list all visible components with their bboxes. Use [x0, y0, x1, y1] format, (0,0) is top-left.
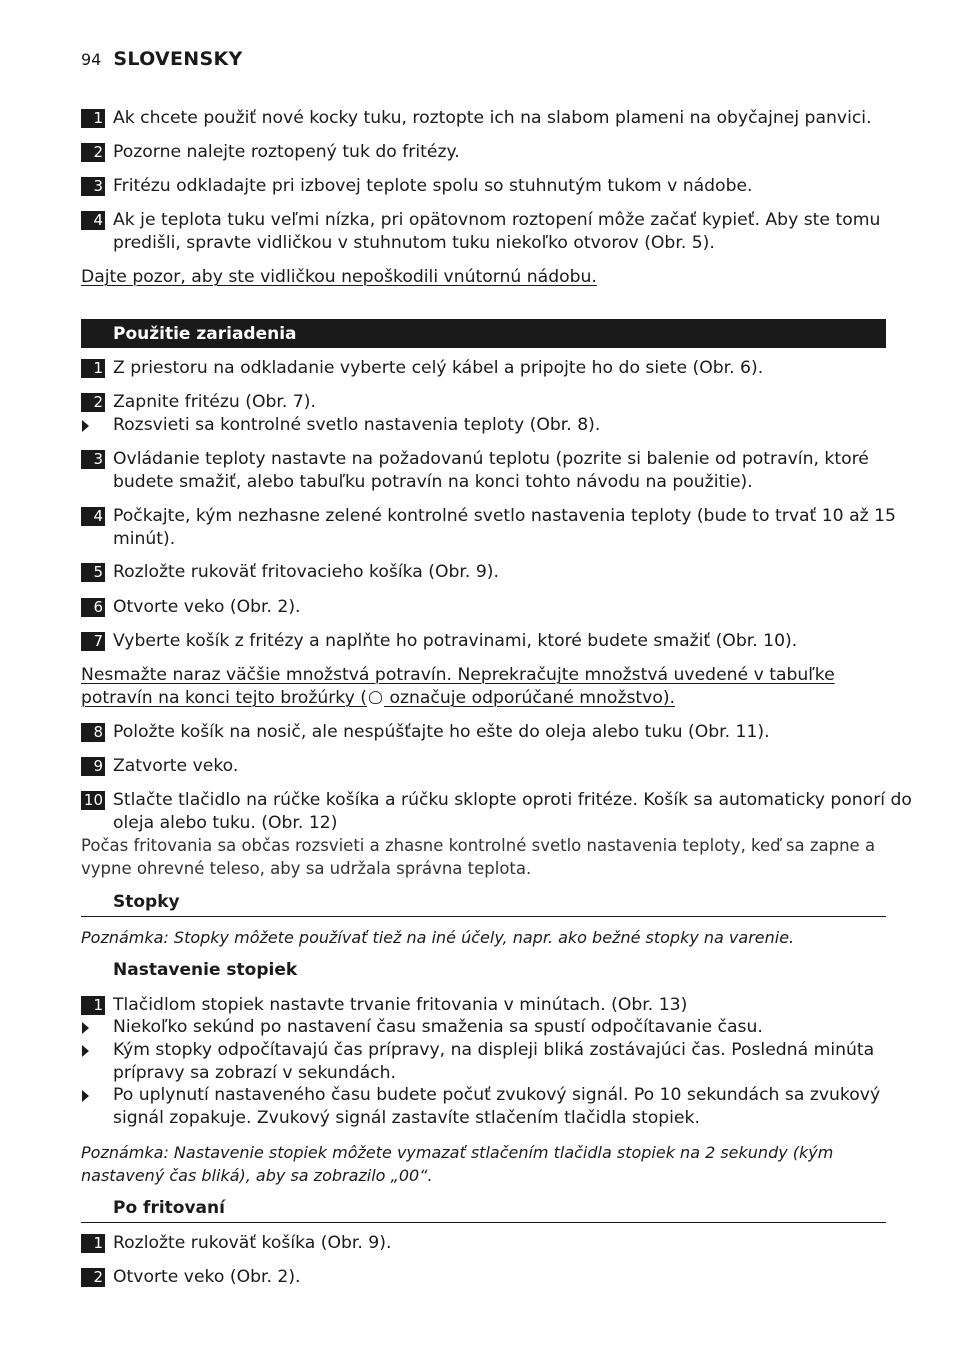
- step-number: 5: [81, 563, 105, 582]
- step-text: Ak je teplota tuku veľmi nízka, pri opätovnom roztopení môže začať kypieť. Aby ste tomu predišli, spravte vidličkou v stuhnutom tuku niekoľko otvorov (Obr. 5).: [113, 210, 881, 253]
- step-item: [81, 994, 918, 1017]
- step-item: [81, 1232, 918, 1255]
- bullet-item: [81, 1039, 918, 1085]
- warning-text-part: označuje odporúčané množstvo).: [383, 688, 676, 708]
- step-text: Rozložte rukoväť košíka (Obr. 9).: [113, 1233, 392, 1253]
- step-item: [81, 505, 918, 551]
- step-number: 2: [81, 393, 105, 412]
- step-item: [81, 1266, 918, 1289]
- bullet-arrow-icon: [82, 1045, 89, 1057]
- bullet-item: [81, 414, 918, 437]
- note-text: Poznámka: Nastavenie stopiek môžete vymazať stlačením tlačidla stopiek na 2 sekundy (kým nastavený čas bliká), aby sa zobrazilo „00“.: [81, 1143, 834, 1185]
- warning-text: Dajte pozor, aby ste vidličkou nepoškodili vnútornú nádobu.: [81, 267, 597, 287]
- step-text: Položte košík na nosič, ale nespúšťajte ho ešte do oleja alebo tuku (Obr. 11).: [113, 722, 770, 742]
- step-number: 7: [81, 632, 105, 651]
- step-item: [81, 209, 918, 255]
- page-number: 94: [81, 50, 102, 69]
- section-heading: Po fritovaní: [81, 1197, 886, 1223]
- step-item: [81, 630, 918, 653]
- bullet-arrow-icon: [82, 420, 89, 432]
- step-number: 6: [81, 598, 105, 617]
- step-text: Rozložte rukoväť fritovacieho košíka (Obr. 9).: [113, 562, 499, 582]
- step-item: [81, 596, 918, 619]
- section-title: Použitie zariadenia: [113, 324, 297, 344]
- step-number: 1: [81, 109, 105, 128]
- step-number: 4: [81, 211, 105, 230]
- step-item: [81, 175, 918, 198]
- bullet-text: Rozsvieti sa kontrolné svetlo nastavenia teploty (Obr. 8).: [113, 415, 601, 435]
- bullet-text: Kým stopky odpočítavajú čas prípravy, na displeji bliká zostávajúci čas. Posledná minúta prípravy sa zobrazí v sekundách.: [113, 1040, 875, 1083]
- step-text: Otvorte veko (Obr. 2).: [113, 597, 301, 617]
- info-text: Počas fritovania sa občas rozsvieti a zhasne kontrolné svetlo nastavenia teploty, keď sa zapne a vypne ohrevné teleso, aby sa udržala správna teplota.: [81, 836, 876, 878]
- step-number: 1: [81, 1234, 105, 1253]
- step-number: 10: [81, 791, 105, 810]
- step-item: [81, 789, 918, 835]
- language-label: SLOVENSKY: [113, 48, 243, 70]
- step-text: Zatvorte veko.: [113, 756, 239, 776]
- section-heading: Stopky: [81, 891, 886, 917]
- recommended-amount-icon: [369, 691, 382, 704]
- step-number: 2: [81, 143, 105, 162]
- bullet-arrow-icon: [82, 1090, 89, 1102]
- subsection-heading: Nastavenie stopiek: [113, 960, 298, 980]
- step-text: Vyberte košík z fritézy a naplňte ho potravinami, ktoré budete smažiť (Obr. 10).: [113, 631, 798, 651]
- step-number: 8: [81, 723, 105, 742]
- step-text: Stlačte tlačidlo na rúčke košíka a rúčku sklopte oproti fritéze. Košík sa automaticky ponorí do oleja alebo tuku. (Obr. 12): [113, 790, 912, 833]
- bullet-text: Niekoľko sekúnd po nastavení času smaženia sa spustí odpočítavanie času.: [113, 1017, 763, 1037]
- step-item: [81, 107, 918, 130]
- step-number: 1: [81, 996, 105, 1015]
- step-number: 9: [81, 757, 105, 776]
- step-number: 3: [81, 450, 105, 469]
- step-item: [81, 721, 918, 744]
- section-title-bar: [81, 319, 886, 348]
- bullet-item: [81, 1016, 918, 1039]
- note-text: Poznámka: Stopky môžete používať tiež na iné účely, napr. ako bežné stopky na varenie.: [81, 928, 795, 947]
- step-item: [81, 141, 918, 164]
- step-text: Otvorte veko (Obr. 2).: [113, 1267, 301, 1287]
- step-text: Ovládanie teploty nastavte na požadovanú teplotu (pozrite si balenie od potravín, ktoré budete smažiť, alebo tabuľku potravín na konci tohto návodu na použitie).: [113, 449, 869, 492]
- step-item: [81, 561, 918, 584]
- step-number: 3: [81, 177, 105, 196]
- step-text: Ak chcete použiť nové kocky tuku, roztopte ich na slabom plameni na obyčajnej panvici.: [113, 108, 872, 128]
- step-item: [81, 448, 918, 494]
- step-number: 1: [81, 359, 105, 378]
- bullet-arrow-icon: [82, 1022, 89, 1034]
- step-text: Fritézu odkladajte pri izbovej teplote spolu so stuhnutým tukom v nádobe.: [113, 176, 753, 196]
- step-text: Pozorne nalejte roztopený tuk do fritézy.: [113, 142, 460, 162]
- step-text: Počkajte, kým nezhasne zelené kontrolné svetlo nastavenia teploty (bude to trvať 10 až 15 minút).: [113, 506, 896, 549]
- warning-text-part: Nesmažte naraz väčšie množstvá potravín. Neprekračujte množstvá uvedené v tabuľke potravín na konci tejto brožúrky (: [81, 665, 835, 708]
- bullet-item: [81, 1084, 918, 1130]
- step-text: Zapnite fritézu (Obr. 7).: [113, 392, 316, 412]
- step-text: Z priestoru na odkladanie vyberte celý kábel a pripojte ho do siete (Obr. 6).: [113, 358, 764, 378]
- step-text: Tlačidlom stopiek nastavte trvanie fritovania v minútach. (Obr. 13): [113, 995, 688, 1015]
- step-item: [81, 391, 918, 414]
- step-item: [81, 755, 918, 778]
- warning-text: [81, 664, 886, 710]
- bullet-text: Po uplynutí nastaveného času budete počuť zvukový signál. Po 10 sekundách sa zvukový signál zopakuje. Zvukový signál zastavíte stlačením tlačidla stopiek.: [113, 1085, 881, 1128]
- page-header: [81, 48, 243, 70]
- step-number: 4: [81, 507, 105, 526]
- step-item: [81, 357, 918, 380]
- step-number: 2: [81, 1268, 105, 1287]
